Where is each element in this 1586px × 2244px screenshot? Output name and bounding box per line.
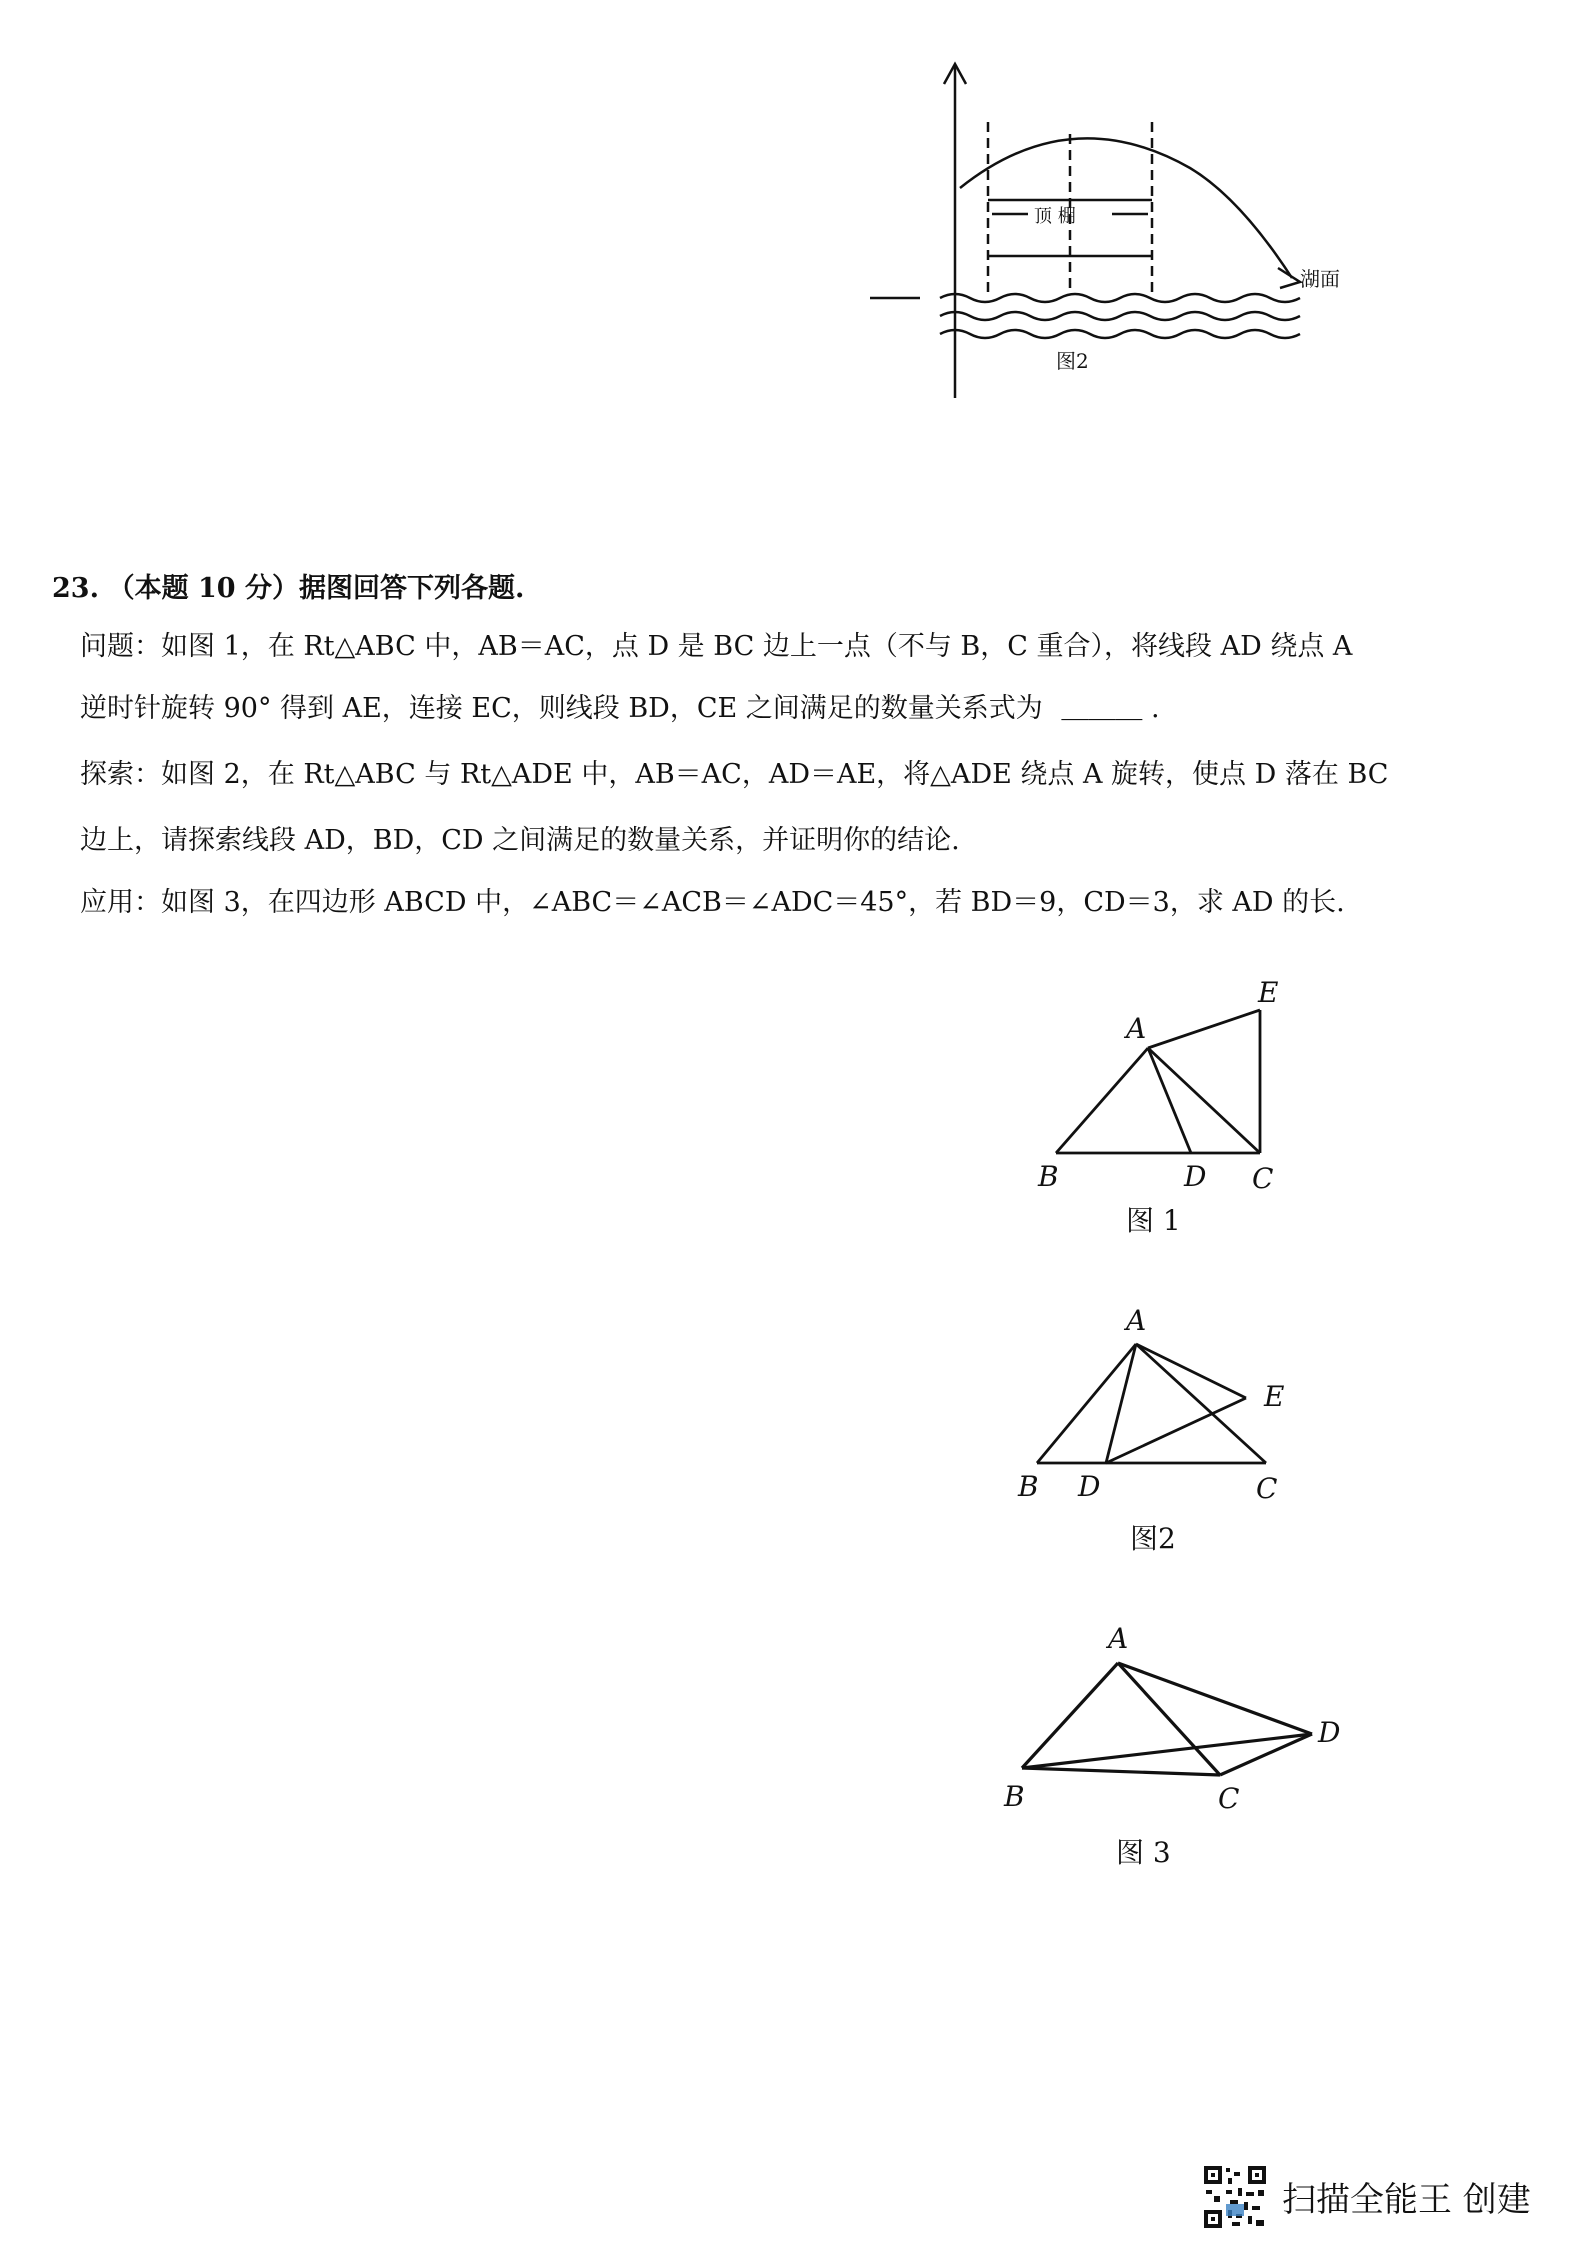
fig1-label-a: A bbox=[1126, 1012, 1147, 1045]
fig3-label-b: B bbox=[1004, 1780, 1025, 1813]
figure-3 bbox=[1000, 1610, 1360, 1890]
fig2-segment-ae bbox=[1136, 1344, 1246, 1398]
roof-label: 顶 棚 bbox=[1034, 206, 1076, 227]
fig2-label-b: B bbox=[1018, 1470, 1039, 1503]
fig1-segment-ac bbox=[1148, 1048, 1260, 1153]
problem-line-2 bbox=[80, 686, 1160, 725]
fig2-label-d: D bbox=[1078, 1470, 1101, 1503]
fig3-segment-ab bbox=[1022, 1663, 1118, 1768]
fig1-segment-ab bbox=[1056, 1048, 1148, 1153]
problem-header bbox=[52, 566, 524, 605]
qr-code-icon bbox=[1202, 2164, 1268, 2230]
watermark bbox=[1192, 2162, 1572, 2232]
fig2-segment-ac bbox=[1136, 1344, 1266, 1463]
fig2-label-a: A bbox=[1126, 1304, 1147, 1337]
fig3-label-d: D bbox=[1318, 1716, 1341, 1749]
fig1-segment-ad bbox=[1148, 1048, 1191, 1153]
answer-blank: ＿＿＿ bbox=[1061, 693, 1143, 724]
fig1-label-e: E bbox=[1258, 976, 1279, 1009]
problem-line-5: 应用：如图 3，在四边形 ABCD 中，∠ABC＝∠ACB＝∠ADC＝45°，若 BD＝9，CD＝3，求 AD 的长. bbox=[80, 887, 1345, 918]
fig1-caption: 图 1 bbox=[1126, 1204, 1181, 1237]
problem-line-4: 边上，请探索线段 AD，BD，CD 之间满足的数量关系，并证明你的结论. bbox=[80, 825, 960, 856]
watermark-text: 扫描全能王 创建 bbox=[1282, 2180, 1531, 2220]
fig2-label-c: C bbox=[1256, 1472, 1278, 1505]
fig3-label-a: A bbox=[1108, 1622, 1129, 1655]
fig2-label-e: E bbox=[1264, 1380, 1285, 1413]
problem-header-text: （本题 10 分）据图回答下列各题. bbox=[107, 573, 525, 604]
fig3-segment-ac bbox=[1118, 1663, 1220, 1775]
problem-line-2-text: 逆时针旋转 90° 得到 AE，连接 EC，则线段 BD，CE 之间满足的数量关系式为 bbox=[80, 693, 1043, 724]
fig1-label-d: D bbox=[1184, 1160, 1207, 1193]
fig3-segment-bd bbox=[1022, 1734, 1312, 1768]
problem-line-2-end: . bbox=[1150, 693, 1160, 724]
fig2-segment-de bbox=[1106, 1398, 1246, 1463]
lake-label: 湖面 bbox=[1300, 267, 1340, 291]
fig1-label-c: C bbox=[1252, 1162, 1274, 1195]
figure-1 bbox=[1020, 960, 1320, 1240]
top-figure-caption: 图2 bbox=[1056, 349, 1089, 373]
roof-lake-figure bbox=[860, 60, 1340, 410]
fig3-segment-ad bbox=[1118, 1663, 1312, 1734]
fig1-segment-ae bbox=[1148, 1010, 1260, 1048]
problem-line-1: 问题：如图 1，在 Rt△ABC 中，AB＝AC，点 D 是 BC 边上一点（不与 B，C 重合），将线段 AD 绕点 A bbox=[80, 631, 1353, 662]
problem-number: 23. bbox=[52, 573, 99, 604]
problem-line-3: 探索：如图 2，在 Rt△ABC 与 Rt△ADE 中，AB＝AC，AD＝AE，将△ADE 绕点 A 旋转，使点 D 落在 BC bbox=[80, 759, 1389, 790]
figure-2 bbox=[1010, 1290, 1310, 1560]
fig1-label-b: B bbox=[1038, 1160, 1059, 1193]
fig3-segment-bc bbox=[1022, 1768, 1220, 1775]
fig3-label-c: C bbox=[1218, 1782, 1240, 1815]
fig3-caption: 图 3 bbox=[1116, 1836, 1171, 1869]
fig2-caption: 图2 bbox=[1130, 1522, 1176, 1555]
